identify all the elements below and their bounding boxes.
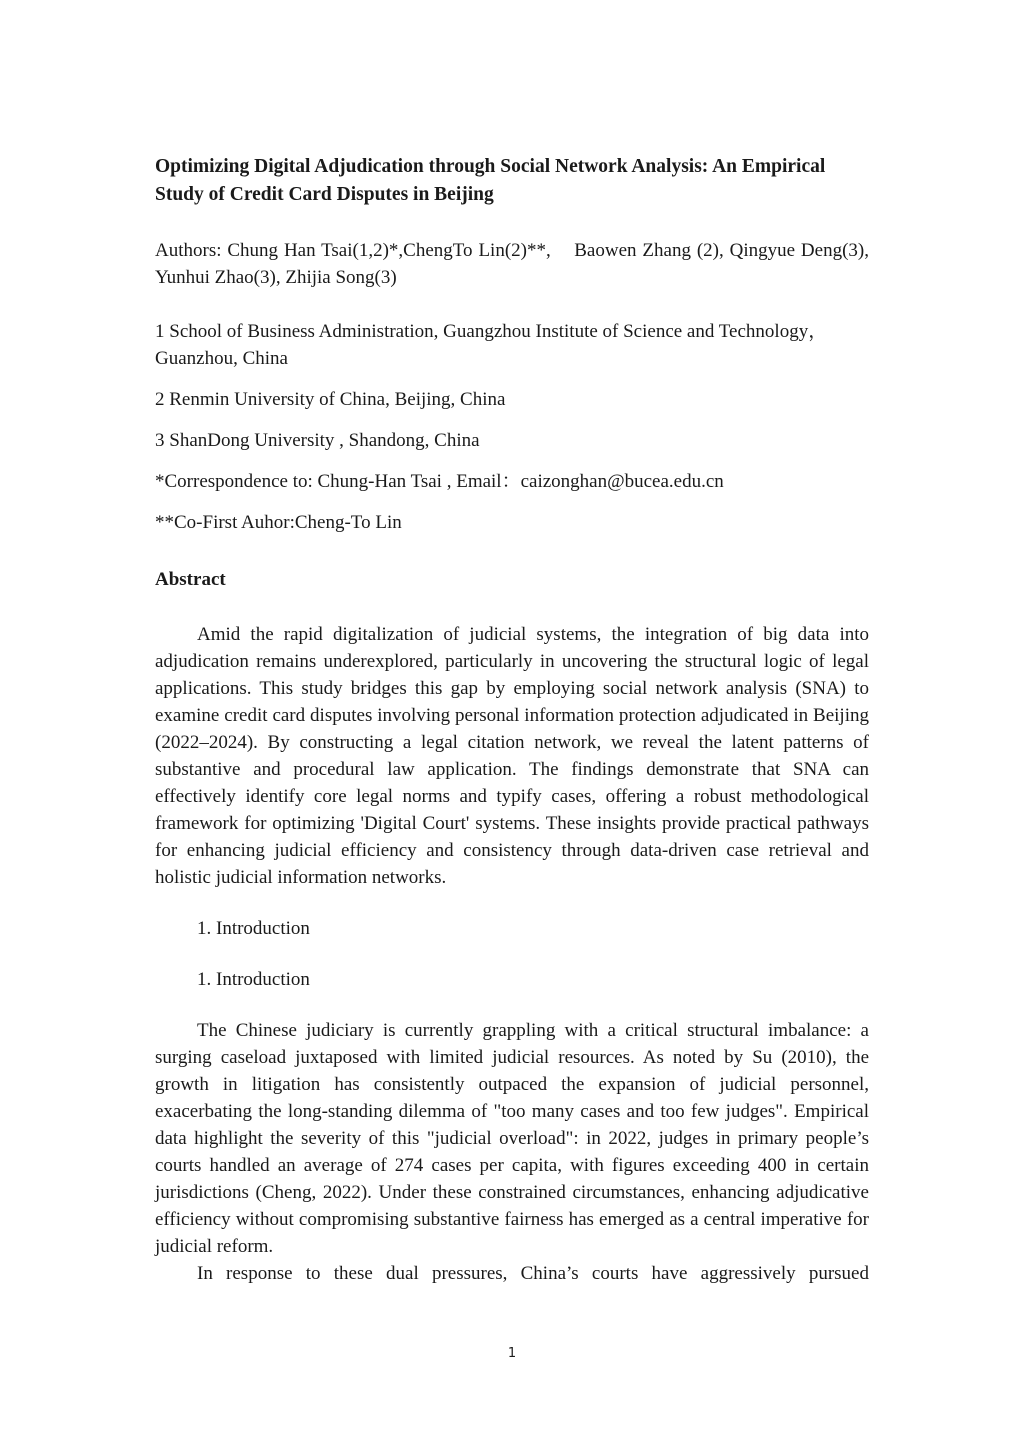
paper-title: [155, 153, 869, 209]
page-number: 1: [507, 1346, 517, 1361]
correspondence-note: *Correspondence to: Chung-Han Tsai , Email：caizonghan@bucea.edu.cn: [155, 471, 724, 492]
page-content: [155, 153, 874, 1287]
section-heading-introduction: 1. Introduction: [197, 918, 310, 939]
paper-title-line-1: Optimizing Digital Adjudication through Social Network Analysis: An Empirical: [155, 156, 826, 177]
affiliation-3: 3 ShanDong University , Shandong, China: [155, 430, 480, 451]
introduction-paragraph: In response to these dual pressures, China’s courts have aggressively pursued: [197, 1263, 869, 1284]
author-list: Authors: Chung Han Tsai(1,2)*,ChengTo Lin(2)**, Baowen Zhang (2), Qingyue Deng(3), Yunhui Zhao(3), Zhijia Song(3): [155, 240, 874, 288]
affiliation-2: 2 Renmin University of China, Beijing, China: [155, 389, 506, 410]
affiliation-1: 1 School of Business Administration, Guangzhou Institute of Science and Technology，Guanzhou, China: [155, 321, 828, 369]
abstract-heading: Abstract: [155, 569, 226, 590]
co-first-author-note: **Co-First Auhor:Cheng-To Lin: [155, 512, 402, 533]
abstract-paragraph: Amid the rapid digitalization of judicial systems, the integration of big data into adjudication remains underexplored, particularly in uncovering the structural logic of legal applications. This study bridges this gap by employing social network analysis (SNA) to examine credit card disputes involving personal information protection adjudicated in Beijing (2022–2024). By constructing a legal citation network, we reveal the latent patterns of substantive and procedural law application. The findings demonstrate that SNA can effectively identify core legal norms and typify cases, offering a robust methodological framework for optimizing 'Digital Court' systems. These insights provide practical pathways for enhancing judicial efficiency and consistency through data-driven case retrieval and holistic judicial information networks.: [155, 624, 869, 888]
section-heading-introduction-duplicate: 1. Introduction: [197, 969, 310, 990]
paper-title-line-2: Study of Credit Card Disputes in Beijing: [155, 184, 494, 205]
introduction-paragraph: The Chinese judiciary is currently grappling with a critical structural imbalance: a surging caseload juxtaposed with limited judicial resources. As noted by Su (2010), the growth in litigation has consistently outpaced the expansion of judicial personnel, exacerbating the long-standing dilemma of "too many cases and too few judges". Empirical data highlight the severity of this "judicial overload": in 2022, judges in primary people’s courts handled an average of 274 cases per capita, with figures exceeding 400 in certain jurisdictions (Cheng, 2022). Under these constrained circumstances, enhancing adjudicative efficiency without compromising substantive fairness has emerged as a central imperative for judicial reform.: [155, 1020, 869, 1257]
